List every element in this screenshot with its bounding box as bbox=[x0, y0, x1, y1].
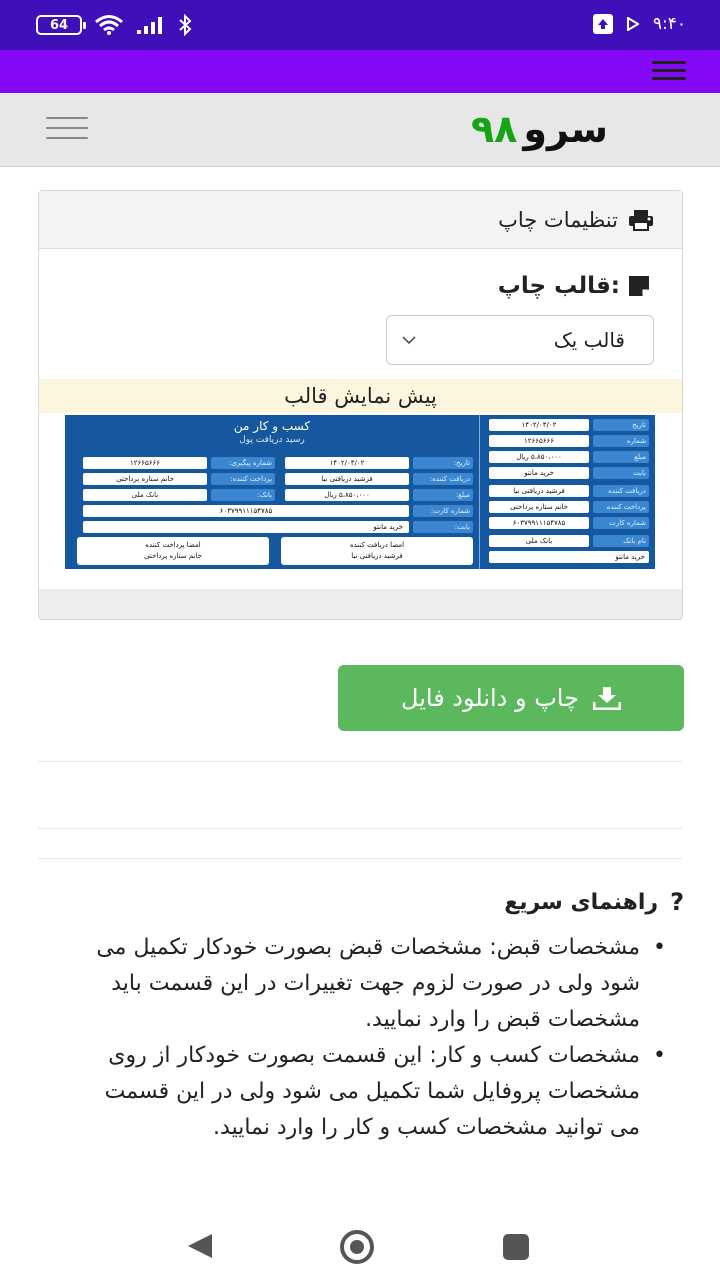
sign-receiver-label: امضا دریافت کننده bbox=[349, 541, 405, 549]
stub-date-value: ۱۴۰۲/۰۴/۰۲ bbox=[489, 419, 589, 431]
brand-logo[interactable] bbox=[471, 107, 608, 151]
status-bar bbox=[0, 0, 720, 50]
stub-card-label: شماره کارت bbox=[593, 517, 649, 529]
receipt-payer-signature bbox=[77, 537, 269, 565]
receipt-preview bbox=[65, 415, 655, 569]
sign-payer-label: امضا پرداخت کننده bbox=[145, 541, 201, 549]
receipt-bank-label: بانک: bbox=[211, 489, 275, 501]
stub-payer-label: پرداخت کننده bbox=[593, 501, 649, 513]
stub-date-label: تاریخ bbox=[593, 419, 649, 431]
top-nav bbox=[0, 50, 720, 93]
stub-reason-label: بابت bbox=[593, 467, 649, 479]
printer-icon bbox=[628, 209, 654, 231]
stub-amount-value: ۵،۸۵۰،۰۰۰ ریال bbox=[489, 451, 589, 463]
home-icon[interactable] bbox=[340, 1230, 374, 1264]
guide-title-text: راهنمای سریع bbox=[504, 889, 659, 915]
receipt-receiver-value: فرشید دریافتی نیا bbox=[285, 473, 409, 485]
quick-guide-list bbox=[80, 930, 640, 1146]
template-label: قالب چاپ: bbox=[497, 273, 620, 299]
clock: ۹:۴۰ bbox=[652, 14, 686, 34]
stub-reason-note: خرید مانتو bbox=[489, 551, 649, 563]
receipt-card-value: ۶۰۳۷۹۹۱۱۱۵۴۷۸۵ bbox=[83, 505, 409, 517]
panel-header bbox=[39, 191, 682, 249]
list-item: • مشخصات کسب و کار: این قسمت بصورت خودکار از روی مشخصات پروفایل شما تکمیل می شود ولی در این قسمت می توانید مشخصات کسب و کار را وارد نمایید. bbox=[80, 1038, 640, 1146]
status-right bbox=[593, 14, 686, 34]
download-icon bbox=[593, 686, 621, 710]
stub-number-value: ۱۲۶۶۵۶۶۶ bbox=[489, 435, 589, 447]
stub-payer-value: خانم ستاره پرداختی bbox=[489, 501, 589, 513]
back-icon[interactable] bbox=[188, 1234, 212, 1258]
system-nav-bar bbox=[0, 1210, 720, 1280]
stub-bank-label: نام بانک bbox=[593, 535, 649, 547]
chevron-down-icon bbox=[401, 335, 417, 345]
receipt-stub bbox=[479, 415, 655, 569]
wifi-icon bbox=[94, 14, 124, 36]
stub-amount-label: مبلغ bbox=[593, 451, 649, 463]
quick-guide-title bbox=[504, 888, 684, 916]
receipt-payer-value: خانم ستاره پرداختی bbox=[83, 473, 207, 485]
divider bbox=[38, 828, 682, 829]
battery-icon: 64 bbox=[36, 15, 82, 35]
brand-number: ۹۸ bbox=[470, 107, 518, 151]
list-item: • مشخصات قبض: مشخصات قبض بصورت خودکار تکمیل می شود ولی در صورت لزوم جهت تغییرات در این قسمت باید مشخصات قبض را وارد نمایید. bbox=[80, 930, 640, 1038]
receipt-payer-label: پرداخت کننده: bbox=[211, 473, 275, 485]
preview-label: پیش نمایش قالب bbox=[39, 379, 682, 413]
question-icon: ? bbox=[670, 888, 684, 916]
receipt-amount-value: ۵،۸۵۰،۰۰۰ ریال bbox=[285, 489, 409, 501]
template-selected-value: قالب یک bbox=[553, 328, 625, 352]
print-download-button[interactable] bbox=[338, 665, 684, 731]
template-select[interactable] bbox=[386, 315, 654, 365]
divider bbox=[38, 858, 682, 859]
receipt-amount-label: مبلغ: bbox=[413, 489, 473, 501]
stub-card-value: ۶۰۳۷۹۹۱۱۱۵۴۷۸۵ bbox=[489, 517, 589, 529]
stub-receiver-value: فرشید دریافتی نیا bbox=[489, 485, 589, 497]
download-button-label: چاپ و دانلود فایل bbox=[401, 684, 579, 712]
stub-number-label: شماره bbox=[593, 435, 649, 447]
receipt-body bbox=[65, 415, 479, 569]
receipt-subtitle: رسید دریافت پول bbox=[239, 435, 305, 445]
panel-title: تنظیمات چاپ bbox=[498, 207, 618, 232]
receipt-receiver-label: دریافت کننده: bbox=[413, 473, 473, 485]
receipt-bank-value: بانک ملی bbox=[83, 489, 207, 501]
upload-notification-icon bbox=[593, 14, 613, 34]
stub-bank-value: بانک ملی bbox=[489, 535, 589, 547]
receipt-tracking-label: شماره پیگیری: bbox=[211, 457, 275, 469]
sign-payer-name: خانم ستاره پرداختی bbox=[144, 552, 202, 560]
menu-icon[interactable] bbox=[652, 61, 686, 80]
recent-apps-icon[interactable] bbox=[503, 1234, 529, 1260]
signal-icon bbox=[136, 15, 166, 35]
play-icon bbox=[627, 17, 639, 31]
panel-body bbox=[39, 249, 682, 589]
receipt-receiver-signature bbox=[281, 537, 473, 565]
sticky-note-icon bbox=[628, 275, 650, 297]
receipt-reason-value: خرید مانتو bbox=[83, 521, 409, 533]
print-settings-panel bbox=[38, 190, 683, 620]
sign-receiver-name: فرشید دریافتی نیا bbox=[351, 552, 403, 560]
receipt-date-label: تاریخ: bbox=[413, 457, 473, 469]
receipt-tracking-value: ۱۲۶۶۵۶۶۶ bbox=[83, 457, 207, 469]
receipt-business-name: کسب و کار من bbox=[233, 419, 311, 433]
status-left bbox=[36, 14, 192, 36]
brand-word: سرو bbox=[523, 107, 608, 151]
site-header bbox=[0, 93, 720, 167]
receipt-reason-label: بابت: bbox=[413, 521, 473, 533]
header-menu-icon[interactable] bbox=[46, 117, 88, 139]
receipt-card-label: شماره کارت: bbox=[413, 505, 473, 517]
bluetooth-icon bbox=[178, 14, 192, 36]
stub-receiver-label: دریافت کننده bbox=[593, 485, 649, 497]
divider bbox=[38, 761, 682, 762]
template-label-row bbox=[498, 273, 650, 299]
stub-reason-value: خرید مانتو bbox=[489, 467, 589, 479]
receipt-date-value: ۱۴۰۲/۰۴/۰۲ bbox=[285, 457, 409, 469]
